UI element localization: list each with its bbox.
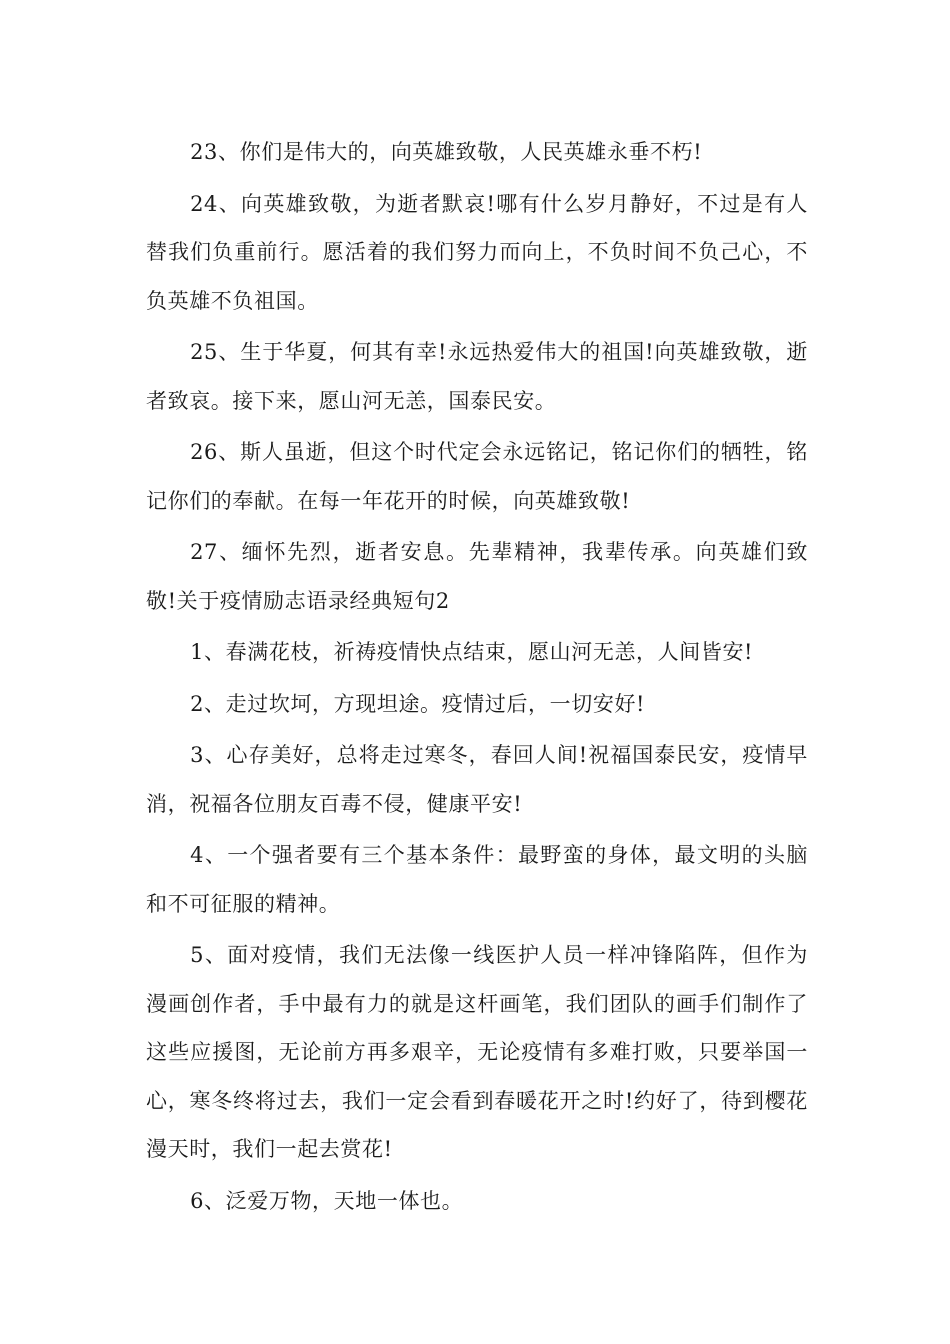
paragraph-3: 3、心存美好，总将走过寒冬，春回人间!祝福国泰民安，疫情早消，祝福各位朋友百毒不侵，健康平安! xyxy=(146,743,808,816)
paragraph-25: 25、生于华夏，何其有幸!永远热爱伟大的祖国!向英雄致敬，逝者致哀。接下来，愿山河无恙，国泰民安。 xyxy=(146,340,808,413)
paragraph-1: 1、春满花枝，祈祷疫情快点结束，愿山河无恙，人间皆安! xyxy=(190,640,754,664)
paragraph-27: 27、缅怀先烈，逝者安息。先辈精神，我辈传承。向英雄们致敬!关于疫情励志语录经典短句2 xyxy=(146,540,808,613)
paragraph-26: 26、斯人虽逝，但这个时代定会永远铭记，铭记你们的牺牲，铭记你们的奉献。在每一年花开的时候，向英雄致敬! xyxy=(146,440,808,513)
paragraph-6: 6、泛爱万物，天地一体也。 xyxy=(190,1188,464,1213)
paragraph-5: 5、面对疫情，我们无法像一线医护人员一样冲锋陷阵，但作为漫画创作者，手中最有力的就是这杆画笔，我们团队的画手们制作了这些应援图，无论前方再多艰辛，无论疫情有多难打败，只要举国一心，寒冬终将过去，我们一定会看到春暖花开之时!约好了，待到樱花漫天时，我们一起去赏花! xyxy=(146,943,808,1161)
paragraph-23: 23、你们是伟大的，向英雄致敬，人民英雄永垂不朽! xyxy=(190,140,703,164)
paragraph-2: 2、走过坎坷，方现坦途。疫情过后，一切安好! xyxy=(190,691,646,716)
document-body xyxy=(146,128,808,1228)
paragraph-4: 4、一个强者要有三个基本条件：最野蛮的身体，最文明的头脑和不可征服的精神。 xyxy=(146,843,808,916)
paragraph-24: 24、向英雄致敬，为逝者默哀!哪有什么岁月静好，不过是有人替我们负重前行。愿活着的我们努力而向上，不负时间不负己心，不负英雄不负祖国。 xyxy=(146,191,808,313)
